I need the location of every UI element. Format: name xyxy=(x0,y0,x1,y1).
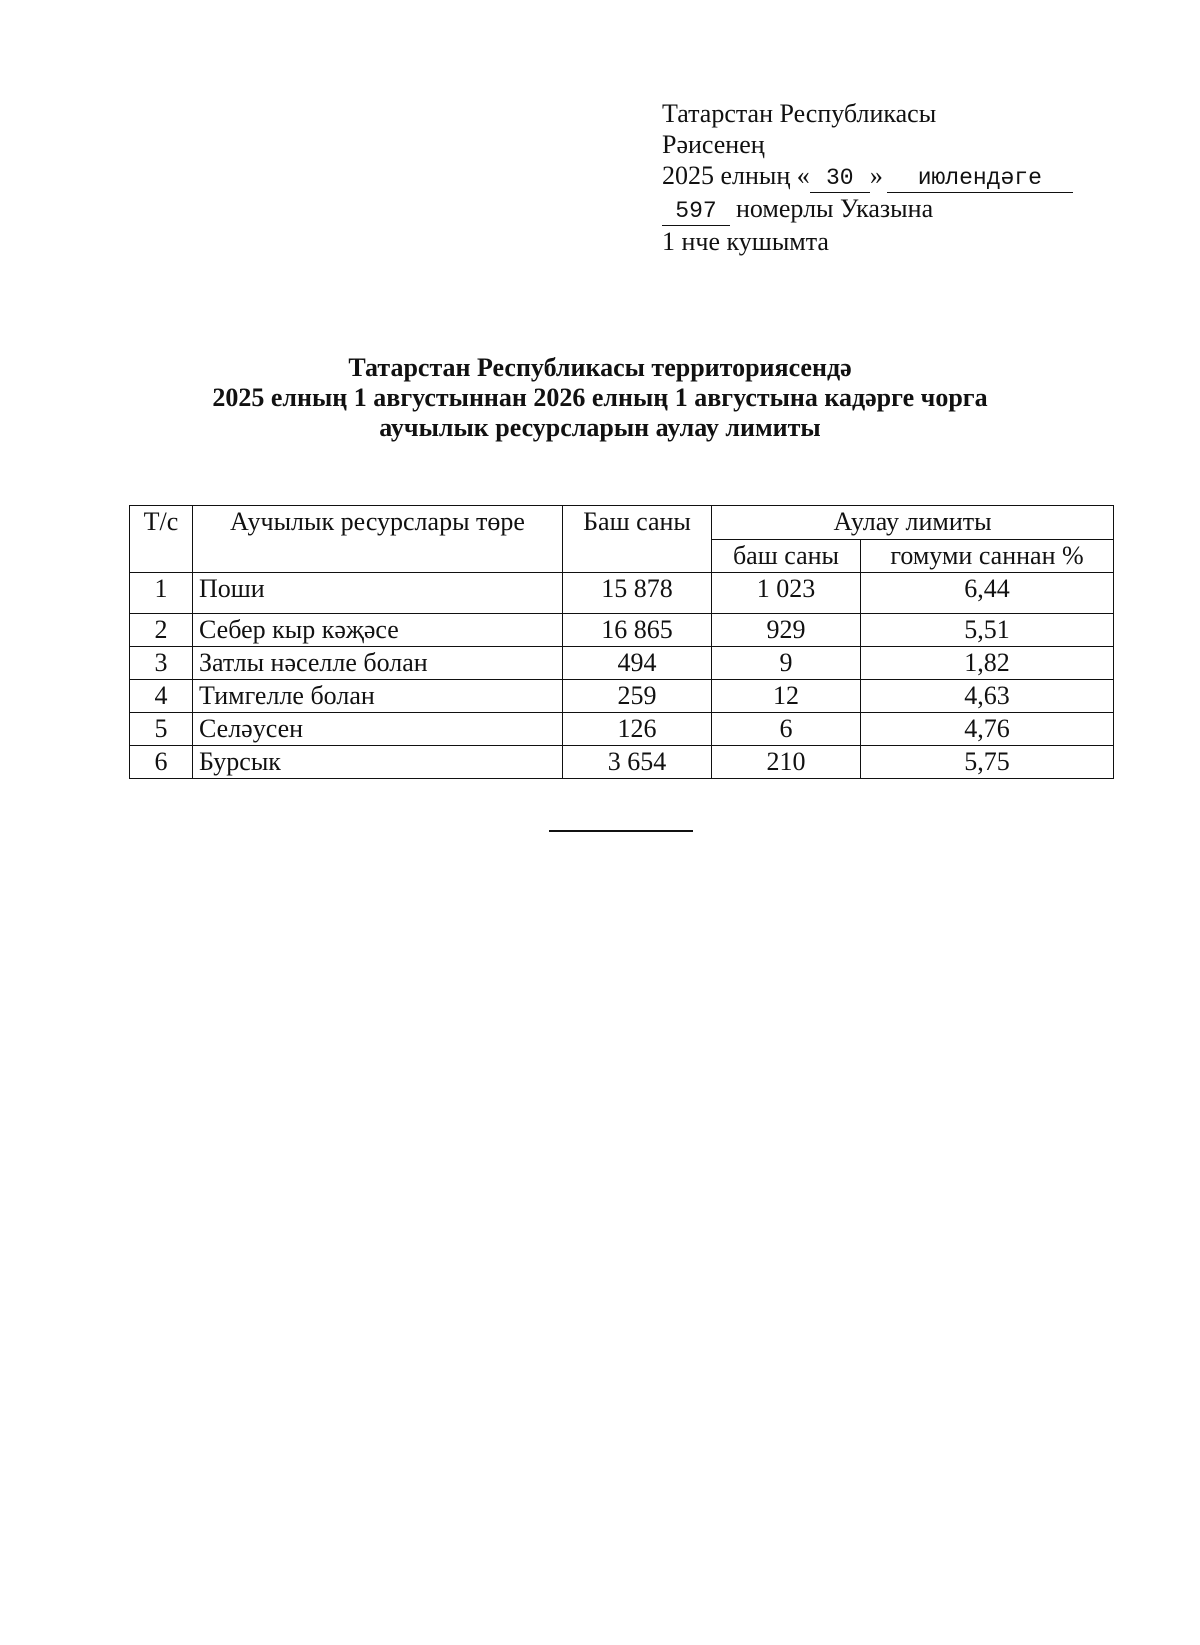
appendix-header xyxy=(662,98,1073,257)
header-population: Баш саны xyxy=(563,506,712,573)
row-limit-count: 12 xyxy=(712,680,861,713)
title-line-3: аучылык ресурсларын аулау лимиты xyxy=(379,413,821,442)
row-limit-percent: 5,75 xyxy=(861,746,1114,779)
table-header-row xyxy=(130,506,1114,540)
row-species: Бурсык xyxy=(193,746,563,779)
row-limit-percent: 1,82 xyxy=(861,647,1114,680)
row-population: 494 xyxy=(563,647,712,680)
decree-number-suffix: номерлы Указына xyxy=(736,194,934,223)
table-row xyxy=(130,746,1114,779)
document-title xyxy=(100,353,1100,443)
appendix-date-line xyxy=(662,160,1073,193)
row-number: 6 xyxy=(130,746,193,779)
row-population: 15 878 xyxy=(563,573,712,614)
header-species: Аучылык ресурслары төре xyxy=(193,506,563,573)
title-line-2: 2025 елның 1 августыннан 2026 елның 1 августына кадәрге чорга xyxy=(212,383,988,412)
hunting-limits-table xyxy=(129,505,1114,779)
row-limit-percent: 5,51 xyxy=(861,614,1114,647)
table-body xyxy=(130,506,1114,779)
row-species: Себер кыр кәҗәсе xyxy=(193,614,563,647)
date-prefix: 2025 елның « xyxy=(662,161,810,190)
table-row xyxy=(130,614,1114,647)
row-population: 3 654 xyxy=(563,746,712,779)
row-number: 2 xyxy=(130,614,193,647)
row-species: Затлы нәселле болан xyxy=(193,647,563,680)
date-day-field: 30 xyxy=(810,165,870,193)
row-number: 4 xyxy=(130,680,193,713)
row-limit-percent: 4,63 xyxy=(861,680,1114,713)
row-number: 3 xyxy=(130,647,193,680)
appendix-authority-line: Татарстан Республикасы xyxy=(662,99,937,128)
row-limit-count: 210 xyxy=(712,746,861,779)
table-row xyxy=(130,713,1114,746)
row-number: 1 xyxy=(130,573,193,614)
header-limit-percent: гомуми саннан % xyxy=(861,540,1114,573)
header-number: Т/с xyxy=(130,506,193,573)
title-line-1: Татарстан Республикасы территориясендә xyxy=(348,353,852,382)
appendix-authority-line-2: Рәисенең xyxy=(662,130,765,159)
date-mid: » xyxy=(869,161,883,190)
row-population: 126 xyxy=(563,713,712,746)
row-limit-count: 9 xyxy=(712,647,861,680)
header-limit-group: Аулау лимиты xyxy=(712,506,1114,540)
row-limit-percent: 4,76 xyxy=(861,713,1114,746)
row-number: 5 xyxy=(130,713,193,746)
header-limit-count: баш саны xyxy=(712,540,861,573)
decree-number-field: 597 xyxy=(662,198,730,226)
row-limit-count: 929 xyxy=(712,614,861,647)
table-row xyxy=(130,680,1114,713)
appendix-label: 1 нче кушымта xyxy=(662,227,829,256)
appendix-number-line xyxy=(662,193,1073,226)
row-species: Поши xyxy=(193,573,563,614)
row-population: 259 xyxy=(563,680,712,713)
row-species: Селәусен xyxy=(193,713,563,746)
date-month-field: июлендәге xyxy=(887,165,1073,193)
row-population: 16 865 xyxy=(563,614,712,647)
table-row xyxy=(130,573,1114,614)
table-row xyxy=(130,647,1114,680)
row-limit-count: 6 xyxy=(712,713,861,746)
row-species: Тимгелле болан xyxy=(193,680,563,713)
row-limit-count: 1 023 xyxy=(712,573,861,614)
closing-rule xyxy=(549,830,693,832)
row-limit-percent: 6,44 xyxy=(861,573,1114,614)
